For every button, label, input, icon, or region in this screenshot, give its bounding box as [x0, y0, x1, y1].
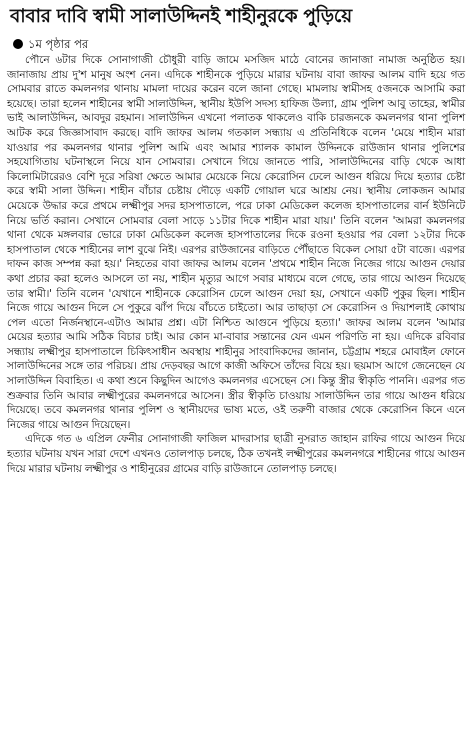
bullet-icon — [13, 39, 23, 49]
continuation-label: ১ম পৃষ্ঠার পর — [28, 37, 89, 51]
headline: বাবার দাবি স্বামী সালাউদ্দিনই শাহীনুরকে পুড়িয়ে — [10, 6, 352, 27]
article-body — [7, 53, 465, 476]
paragraph: এদিকে গত ৬ এপ্রিল ফেনীর সোনাগাজী ফাজিল মাদরাসার ছাত্রী নুসরাত জাহান রাফির গায়ে আগুন দিয়ে হত্যার ঘটনায় যখন সারা দেশে এখনও তোলপাড় চলছে, ঠিক তখনই লক্ষ্মীপুরের কমলনগরে শাহীনের গায়ে আগুন দিয়ে মারার ঘটনায় লক্ষ্মীপুর ও শাহীনুরের গ্রামের বাড়ি রাউজানে তোলপাড় চলছে। — [7, 433, 465, 475]
paragraph: পৌনে ৬টার দিকে সোনাগাজী চৌধুরী বাড়ি জামে মসজিদ মাঠে বোনের জানাজা নামাজ অনুষ্ঠিত হয়। জানাজায় প্রায় দু'শ মানুষ অংশ নেন। এদিকে শাহীনকে পুড়িয়ে মারার ঘটনায় বাবা জাফর আলম বাদি হয়ে গত সোমবার রাতে কমলনগর থানায় মামলা দায়ের করেন বলে জানা গেছে। মামলায় স্বামীসহ ৫জনকে আসামি করা হয়েছে। তারা হলেন শাহীনের স্বামী সালাউদ্দিন, স্থানীয় ইউপি সদস্য হাফিজ উল্যা, গ্রাম পুলিশ আবু তাহের, স্বামীর ভাই আলাউদ্দিন, আবদুর রহমান। সালাউদ্দিন এখনো পলাতক থাকলেও বাকি চারজনকে কমলনগর থানা পুলিশ আটক করে জিজ্ঞাসাবাদ করছে। বাদি জাফর আলম গতকাল সন্ধ্যায় এ প্রতিনিধিকে বলেন 'মেয়ে শাহীন মারা যাওয়ার পর কমলনগর থানার পুলিশ আমি এবং আমার শ্যালক কামাল উদ্দিনকে রাউজান থানার পুলিশের সহযোগিতায় ঘটনাস্থলে নিয়ে যান সোমবার। সেখানে গিয়ে জানতে পারি, সালাউদ্দিনের বাড়ি থেকে আধা কিলোমিটারেরও বেশি দূরে সরিষা ক্ষেতে আমার মেয়েকে নিয়ে কেরোসিন ঢেলে আগুন ধরিয়ে দিয়ে হত্যার চেষ্টা করে স্বামী সালা উদ্দিন। শাহীন বাঁচার চেষ্টায় দৌড়ে একটি গোয়াল ঘরে আশ্রয় নেয়। স্থানীয় লোকজন আমার মেয়েকে উদ্ধার করে প্রথমে লক্ষ্মীপুর সদর হাসপাতালে, পরে ঢাকা মেডিকেল কলেজ হাসপাতালের বার্ন ইউনিটে নিয়ে ভর্তি করান। সেখানে সোমবার বেলা সাড়ে ১১টার দিকে শাহীন মারা যায়।' তিনি বলেন 'আমরা কমলনগর থানা থেকে মঙ্গলবার ভোরে ঢাকা মেডিকেল কলেজ হাসপাতালের দিকে রওনা হওয়ার পর বেলা ১২টার দিকে হাসপাতাল থেকে শাহীনের লাশ বুঝে নিই। এরপর রাউজানের বাড়িতে পৌঁছাতে বিকেল সোয়া ৫টা বাজে। এরপর দাফন কাজ সম্পন্ন করা হয়।' নিহতের বাবা জাফর আলম বলেন 'প্রথমে শাহীন নিজে নিজের গায়ে আগুন দেয়ার কথা প্রচার করা হলেও আসলে তা নয়, শাহীন মৃত্যুর আগে সবার মাধ্যমে বলে গেছে, তার গায়ে আগুন দিয়েছে তার স্বামী।' তিনি বলেন 'যেখানে শাহীনকে কেরোসিন ঢেলে আগুন দেয়া হয়, সেখানে একটি পুকুর ছিল। শাহীন নিজে গায়ে আগুন দিলে সে পুকুরে ঝাঁপ দিয়ে বাঁচতে চাইতো। আর তাছাড়া সে কেরোসিন ও দিয়াশলাই কোথায় পেল এতো নির্জনস্থানে-এটাও আমার প্রশ্ন। এটা নিশ্চিত আগুনে পুড়িয়ে হত্যা।' জাফর আলম বলেন 'আমার মেয়ের হত্যার আমি সঠিক বিচার চাই। আর কোন মা-বাবার সন্তানের যেন এমন পরিণতি না হয়। এদিকে রবিবার সন্ধ্যায় লক্ষ্মীপুর হাসপাতালে চিকিৎসাধীন অবস্থায় শাহীনুর সাংবাদিকদের জানান, চট্টগ্রাম শহরে মোবাইল ফোনে সালাউদ্দিনের সঙ্গে তার পরিচয়। প্রায় দেড়বছর আগে কাজী অফিসে তাঁদের বিয়ে হয়। ছয়মাস আগে জেনেছেন যে সালাউদ্দিন বিবাহিত। এ কথা শুনে কিছুদিন আগেও কমলনগর এসেছেন সে। কিন্তু স্ত্রীর স্বীকৃতি পাননি। এরপর গত শুক্রবার তিনি আবার লক্ষ্মীপুরের কমলনগরে আসেন। স্ত্রীর স্বীকৃতি চাওয়ায় সালাউদ্দিন তার গায়ে আগুন ধরিয়ে দিয়েছে। তবে কমলনগর থানার পুলিশ ও স্থানীয়দের ভাষ্য মতে, ওই তরুণী বাজার থেকে কেরোসিন কিনে এনে নিজের গায়ে আগুন দিয়েছেন। — [7, 54, 465, 431]
continuation-marker — [13, 36, 465, 52]
